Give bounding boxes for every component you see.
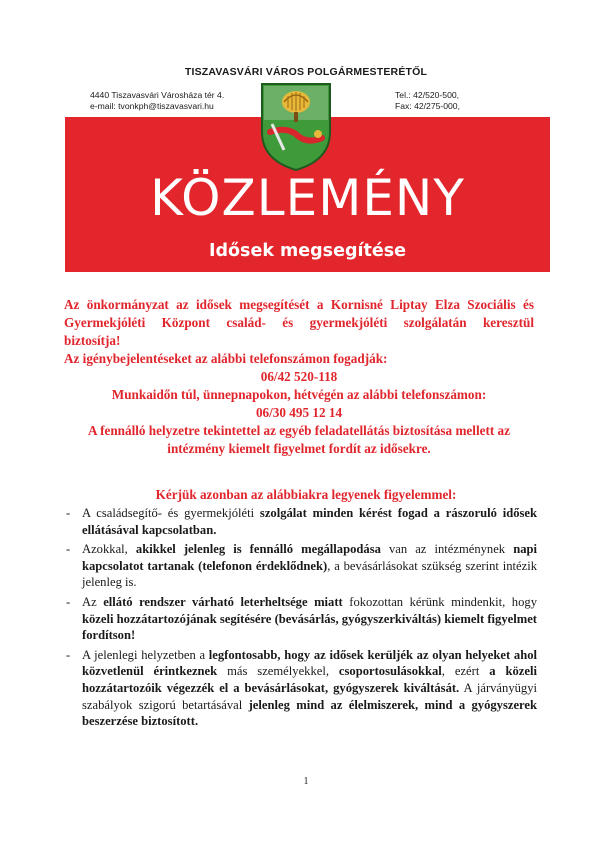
bold-run: jelenleg mind az élelmiszerek, mind a gyógyszerek beszerzése biztosított. (82, 697, 537, 729)
text-run: más személyekkel, (217, 664, 339, 679)
bold-run: ellátó rendszer várható leterheltsége miatt (103, 594, 343, 609)
list-item (62, 541, 537, 591)
phone-number: 06/42 520-118 (260, 369, 338, 384)
tel-line: Tel.: 42/520-500, (395, 90, 460, 100)
intro-line: Az önkormányzat az idősek megsegítését a Kornisné Liptay Elza Szociális és (64, 297, 534, 312)
dash-marker: - (66, 506, 71, 520)
org-name: TISZAVASVÁRI VÁROS POLGÁRMESTERÉTŐL (184, 66, 428, 78)
text-run: A járványügyi szabályok szigorú betartásával (82, 680, 538, 712)
text-run: Az (82, 594, 104, 609)
bold-run: szolgálat minden kérést fogad a rászoruló idősek ellátásával kapcsolatban. (82, 506, 538, 537)
intro-line: Az igénybejelentéseket az alábbi telefonszámon fogadják: (64, 351, 388, 366)
notice-list (62, 505, 537, 733)
dash-marker: - (66, 647, 71, 662)
address-line: 4440 Tiszavasvári Városháza tér 4. (90, 90, 225, 100)
intro-line: A fennálló helyzetre tekintettel az egyéb feladatellátás biztosítása mellett az (87, 423, 510, 438)
email-line: e-mail: tvonkph@tiszavasvari.hu (90, 100, 214, 111)
address-block (90, 90, 224, 111)
page-number: 1 (303, 776, 309, 787)
bold-run: napi kapcsolatot tartanak (telefonon érdeklődnek) (82, 542, 537, 573)
dash-marker: - (66, 594, 71, 609)
page-title: KÖZLEMÉNY (150, 169, 465, 227)
text-run: van az intézménynek (380, 542, 514, 557)
text-run: A jelenlegi helyzetben a (82, 647, 209, 662)
intro-line: intézmény kiemelt figyelmet fordít az idősekre. (167, 441, 431, 456)
list-item (62, 647, 537, 730)
text-run: A családsegítő- és gyermekjóléti (82, 506, 260, 520)
intro-section (64, 296, 534, 458)
text-run: , a bevásárlásokat szükség szerint intézik jelenleg is. (82, 558, 538, 590)
bold-run: akikkel jelenleg is fennálló megállapodása (135, 542, 381, 557)
bold-run: közeli hozzátartozójának segítésére (bevásárlás, gyógyszerkiváltás) kiemelt figyelmet fordítson! (82, 611, 537, 643)
text-run: fokozottan kérünk mindenkit, hogy (342, 594, 537, 609)
intro-line: biztosítja! (64, 333, 121, 348)
list-item (62, 505, 537, 538)
notice-heading: Kérjük azonban az alábbiakra legyenek figyelemmel: (155, 487, 457, 502)
bold-run: a közeli hozzátartozóik végezzék el a bevásárlásokat, gyógyszerek kiváltását. (82, 664, 537, 695)
list-item (62, 594, 537, 644)
page-subtitle: Idősek megsegítése (208, 241, 407, 261)
text-run: Azokkal, (82, 542, 136, 557)
fax-line: Fax: 42/275-000, (395, 100, 460, 111)
after-hours-text: Munkaidőn túl, ünnepnapokon, hétvégén az alábbi telefonszámon: (111, 387, 487, 402)
phone-number-after-hours: 06/30 495 12 14 (255, 405, 343, 420)
bold-run: csoportosulásokkal (338, 664, 442, 679)
dash-marker: - (66, 542, 71, 557)
city-crest-icon (258, 80, 334, 172)
text-run: , ezért (441, 664, 490, 679)
intro-line: Gyermekjóléti Központ család- és gyermekjóléti szolgálatán keresztül (64, 315, 534, 330)
contact-block (395, 90, 460, 111)
bold-run: legfontosabb, hogy az idősek kerüljék az olyan helyeket ahol közvetlenül érintkeznek (82, 647, 537, 679)
